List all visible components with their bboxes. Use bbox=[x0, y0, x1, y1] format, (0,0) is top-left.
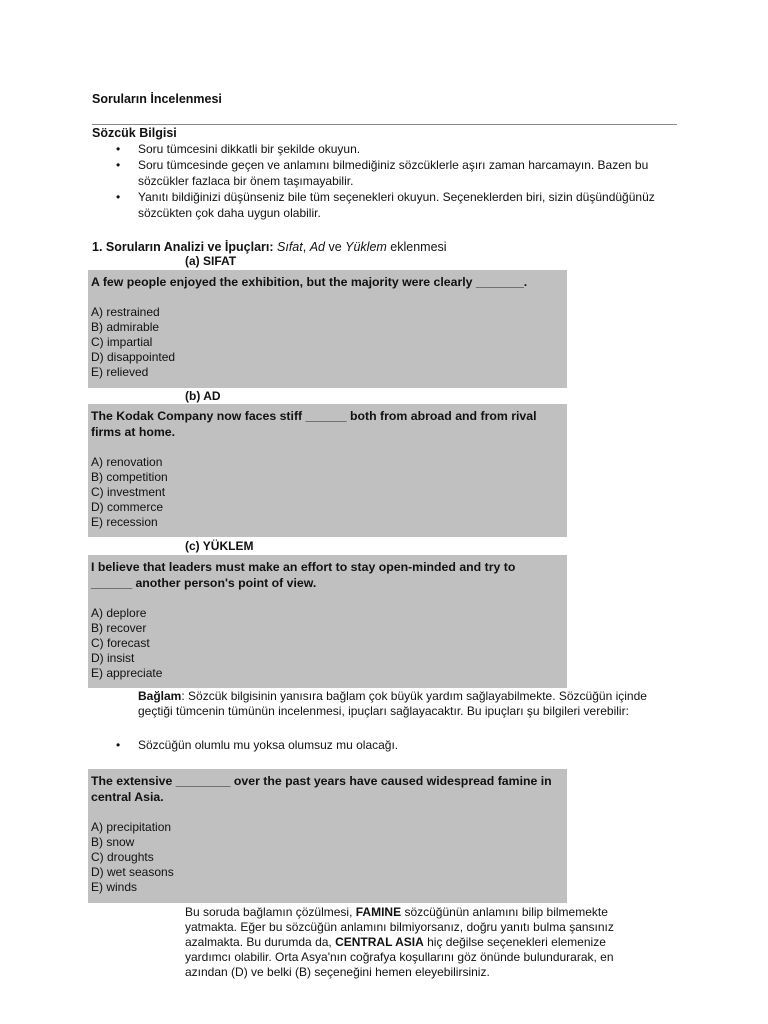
page-title: Soruların İncelenmesi bbox=[92, 92, 222, 106]
context-list bbox=[116, 737, 678, 753]
option-d: D) commerce bbox=[91, 500, 164, 514]
subheading-yuklem: (c) YÜKLEM bbox=[185, 539, 254, 553]
bullet-icon: • bbox=[116, 738, 121, 752]
option-a: A) restrained bbox=[91, 305, 160, 319]
option-a: A) deplore bbox=[91, 606, 147, 620]
option-a: A) renovation bbox=[91, 455, 163, 469]
section-1-heading: 1. Soruların Analizi ve İpuçları: Sıfat, Ad ve Yüklem eklenmesi bbox=[92, 240, 447, 254]
option-d: D) wet seasons bbox=[91, 865, 174, 879]
option-c: C) forecast bbox=[91, 636, 150, 650]
option-d: D) insist bbox=[91, 651, 135, 665]
option-c: C) investment bbox=[91, 485, 166, 499]
question-box-2 bbox=[88, 404, 567, 537]
list-item: • Soru tümcesinde geçen ve anlamını bilmediğiniz sözcüklerle aşırı zaman harcamayın. Bazen bu sözcükler fazlaca bir önem taşımayabilir. bbox=[116, 158, 649, 188]
question-stem: A few people enjoyed the exhibition, but the majority were clearly _______. bbox=[91, 275, 528, 289]
option-d: D) disappointed bbox=[91, 350, 176, 364]
question-box-4 bbox=[88, 769, 567, 903]
question-stem: I believe that leaders must make an effort to stay open-minded and try to ______ another person's point of view. bbox=[91, 560, 516, 590]
option-e: E) appreciate bbox=[91, 666, 163, 680]
option-a: A) precipitation bbox=[91, 820, 172, 834]
explanation-paragraph: Bu soruda bağlamın çözülmesi, FAMINE sözcüğünün anlamını bilip bilmemekte yatmakta. Eğer bu sözcüğün anlamını bilmiyorsanız, doğru yanıtı bulma şansınız azalmakta. Bu durumda da, CENTRAL ASIA hiç değilse seçenekleri elemenize yardımcı olabilir. Orta Asya'nın coğrafya koşullarını göz önünde bulundurarak, en azından (D) ve belki (B) seçeneğini hemen eleyebilirsiniz. bbox=[185, 905, 614, 979]
options-list bbox=[91, 606, 162, 681]
bullet-icon: • bbox=[116, 158, 121, 172]
question-box-1 bbox=[88, 270, 567, 388]
option-b: B) recover bbox=[91, 621, 147, 635]
option-b: B) competition bbox=[91, 470, 168, 484]
list-item: • Yanıtı bildiğinizi düşünseniz bile tüm seçenekleri okuyun. Seçeneklerden biri, sizin düşündüğünüz sözcükten çok daha uygun olabilir. bbox=[116, 190, 655, 220]
option-c: C) droughts bbox=[91, 850, 154, 864]
options-list bbox=[91, 305, 175, 380]
tips-list bbox=[116, 141, 678, 221]
option-e: E) relieved bbox=[91, 365, 149, 379]
subheading-ad: (b) AD bbox=[185, 389, 221, 403]
options-list bbox=[91, 820, 174, 895]
option-e: E) winds bbox=[91, 880, 138, 894]
question-stem: The extensive ________ over the past years have caused widespread famine in central Asia. bbox=[91, 774, 552, 804]
option-b: B) snow bbox=[91, 835, 135, 849]
list-item: • Soru tümcesini dikkatli bir şekilde okuyun. bbox=[116, 142, 361, 156]
context-paragraph: Bağlam: Sözcük bilgisinin yanısıra bağlam çok büyük yardım sağlayabilmekte. Sözcüğün içinde geçtiği tümcenin tümünün incelenmesi, ipuçları sağlayacaktır. Bu ipuçları şu bilgileri verebilir: bbox=[138, 689, 647, 718]
option-e: E) recession bbox=[91, 515, 158, 529]
option-c: C) impartial bbox=[91, 335, 153, 349]
subheading-sifat: (a) SIFAT bbox=[185, 254, 237, 268]
bullet-icon: • bbox=[116, 142, 121, 156]
option-b: B) admirable bbox=[91, 320, 160, 334]
question-box-3 bbox=[88, 555, 567, 688]
horizontal-rule bbox=[92, 124, 677, 125]
options-list bbox=[91, 455, 168, 530]
list-item: • Sözcüğün olumlu mu yoksa olumsuz mu olacağı. bbox=[116, 738, 399, 752]
section-heading: Sözcük Bilgisi bbox=[92, 126, 177, 140]
question-stem: The Kodak Company now faces stiff ______ both from abroad and from rival firms at home. bbox=[91, 409, 537, 439]
bullet-icon: • bbox=[116, 190, 121, 204]
